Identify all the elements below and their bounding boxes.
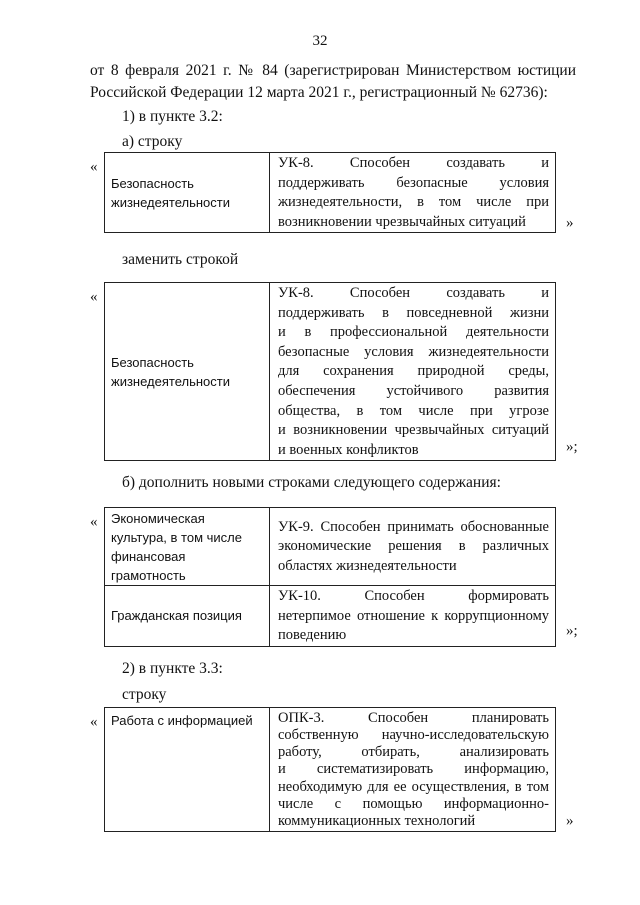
cell-line: жизнедеятельности bbox=[111, 373, 230, 389]
cell-line: и военных конфликтов bbox=[278, 441, 419, 458]
item-1a-heading: а) строку bbox=[122, 133, 183, 150]
open-quote: « bbox=[90, 289, 98, 305]
cell-line: Безопасность bbox=[111, 175, 194, 191]
table-cell-competency bbox=[270, 153, 556, 233]
cell-line: финансовая bbox=[111, 548, 186, 564]
cell-line: УК-9. Способен принимать обоснованные bbox=[278, 518, 549, 535]
close-quote-semicolon: »; bbox=[566, 439, 578, 455]
table-cell-category bbox=[105, 283, 270, 461]
cell-line: и возникновении чрезвычайных ситуаций bbox=[278, 422, 549, 439]
table-new-competencies bbox=[104, 507, 556, 647]
cell-line: возникновении чрезвычайных ситуаций bbox=[278, 213, 526, 230]
cell-line: жизнедеятельности bbox=[111, 194, 230, 210]
cell-line: областях жизнедеятельности bbox=[278, 557, 457, 574]
item-1-heading: 1) в пункте 3.2: bbox=[122, 108, 223, 125]
table-cell-competency bbox=[270, 586, 556, 647]
table-row bbox=[105, 508, 556, 586]
table-cell-category bbox=[105, 508, 270, 586]
close-quote: » bbox=[566, 813, 574, 829]
cell-line: УК-8. Способен создавать и bbox=[278, 285, 549, 301]
page-number: 32 bbox=[312, 33, 328, 49]
cell-line: Безопасность bbox=[111, 354, 194, 370]
cell-line: обеспечения устойчивого развития bbox=[278, 382, 549, 399]
close-quote: » bbox=[566, 215, 574, 231]
table-cell-competency bbox=[270, 708, 556, 832]
item-2a-heading: строку bbox=[122, 686, 167, 703]
cell-line: УК-8. Способен создавать и bbox=[278, 155, 549, 171]
cell-line: жизнедеятельности, в том числе при bbox=[278, 194, 549, 211]
cell-line: и в профессиональной деятельности bbox=[278, 324, 549, 341]
table-competency-new-uk8 bbox=[104, 282, 556, 461]
open-quote: « bbox=[90, 714, 98, 730]
cell-line: числе с помощью информационно- bbox=[278, 795, 549, 812]
table-competency-opk3 bbox=[104, 707, 556, 832]
cell-line: нетерпимое отношение к коррупционному bbox=[278, 607, 549, 624]
close-quote-semicolon: »; bbox=[566, 623, 578, 639]
open-quote: « bbox=[90, 514, 98, 530]
cell-line: безопасные условия жизнедеятельности bbox=[278, 343, 549, 360]
cell-line: грамотность bbox=[111, 567, 186, 583]
table-row bbox=[105, 153, 556, 233]
open-quote: « bbox=[90, 159, 98, 175]
cell-line: необходимую для ее осуществления, в том bbox=[278, 778, 549, 795]
table-cell-category bbox=[105, 153, 270, 233]
table-competency-old-uk8 bbox=[104, 152, 556, 233]
table-row bbox=[105, 708, 556, 832]
cell-line: Гражданская позиция bbox=[111, 608, 242, 624]
table-cell-competency bbox=[270, 508, 556, 586]
table-row bbox=[105, 586, 556, 647]
cell-line: экономические решения в различных bbox=[278, 538, 549, 555]
cell-line: ОПК-3. Способен планировать bbox=[278, 709, 549, 726]
cell-line: Экономическая bbox=[111, 510, 205, 526]
replace-with-heading: заменить строкой bbox=[122, 251, 239, 268]
cell-line: собственную научно-исследовательскую bbox=[278, 726, 549, 743]
cell-line: поддерживать в повседневной жизни bbox=[278, 304, 549, 321]
cell-line: общества, в том числе при угрозе bbox=[278, 402, 549, 419]
table-row bbox=[105, 283, 556, 461]
cell-line: для сохранения природной среды, bbox=[278, 363, 549, 380]
intro-line-2: Российской Федерации 12 марта 2021 г., регистрационный № 62736): bbox=[90, 84, 548, 101]
cell-line: Работа с информацией bbox=[111, 713, 253, 728]
table-cell-competency bbox=[270, 283, 556, 461]
cell-line: работу, отбирать, анализировать bbox=[278, 744, 549, 761]
cell-line: поддерживать безопасные условия bbox=[278, 174, 549, 191]
table-cell-category bbox=[105, 708, 270, 832]
item-1b-heading: б) дополнить новыми строками следующего содержания: bbox=[122, 474, 501, 491]
cell-line: УК-10. Способен формировать bbox=[278, 588, 549, 604]
cell-line: коммуникационных технологий bbox=[278, 813, 476, 829]
item-2-heading: 2) в пункте 3.3: bbox=[122, 660, 223, 677]
cell-line: культура, в том числе bbox=[111, 529, 242, 545]
cell-line: поведению bbox=[278, 627, 347, 644]
table-cell-category bbox=[105, 586, 270, 647]
intro-line-1: от 8 февраля 2021 г. № 84 (зарегистрирован Министерством юстиции bbox=[90, 62, 576, 79]
cell-line: и систематизировать информацию, bbox=[278, 761, 549, 778]
